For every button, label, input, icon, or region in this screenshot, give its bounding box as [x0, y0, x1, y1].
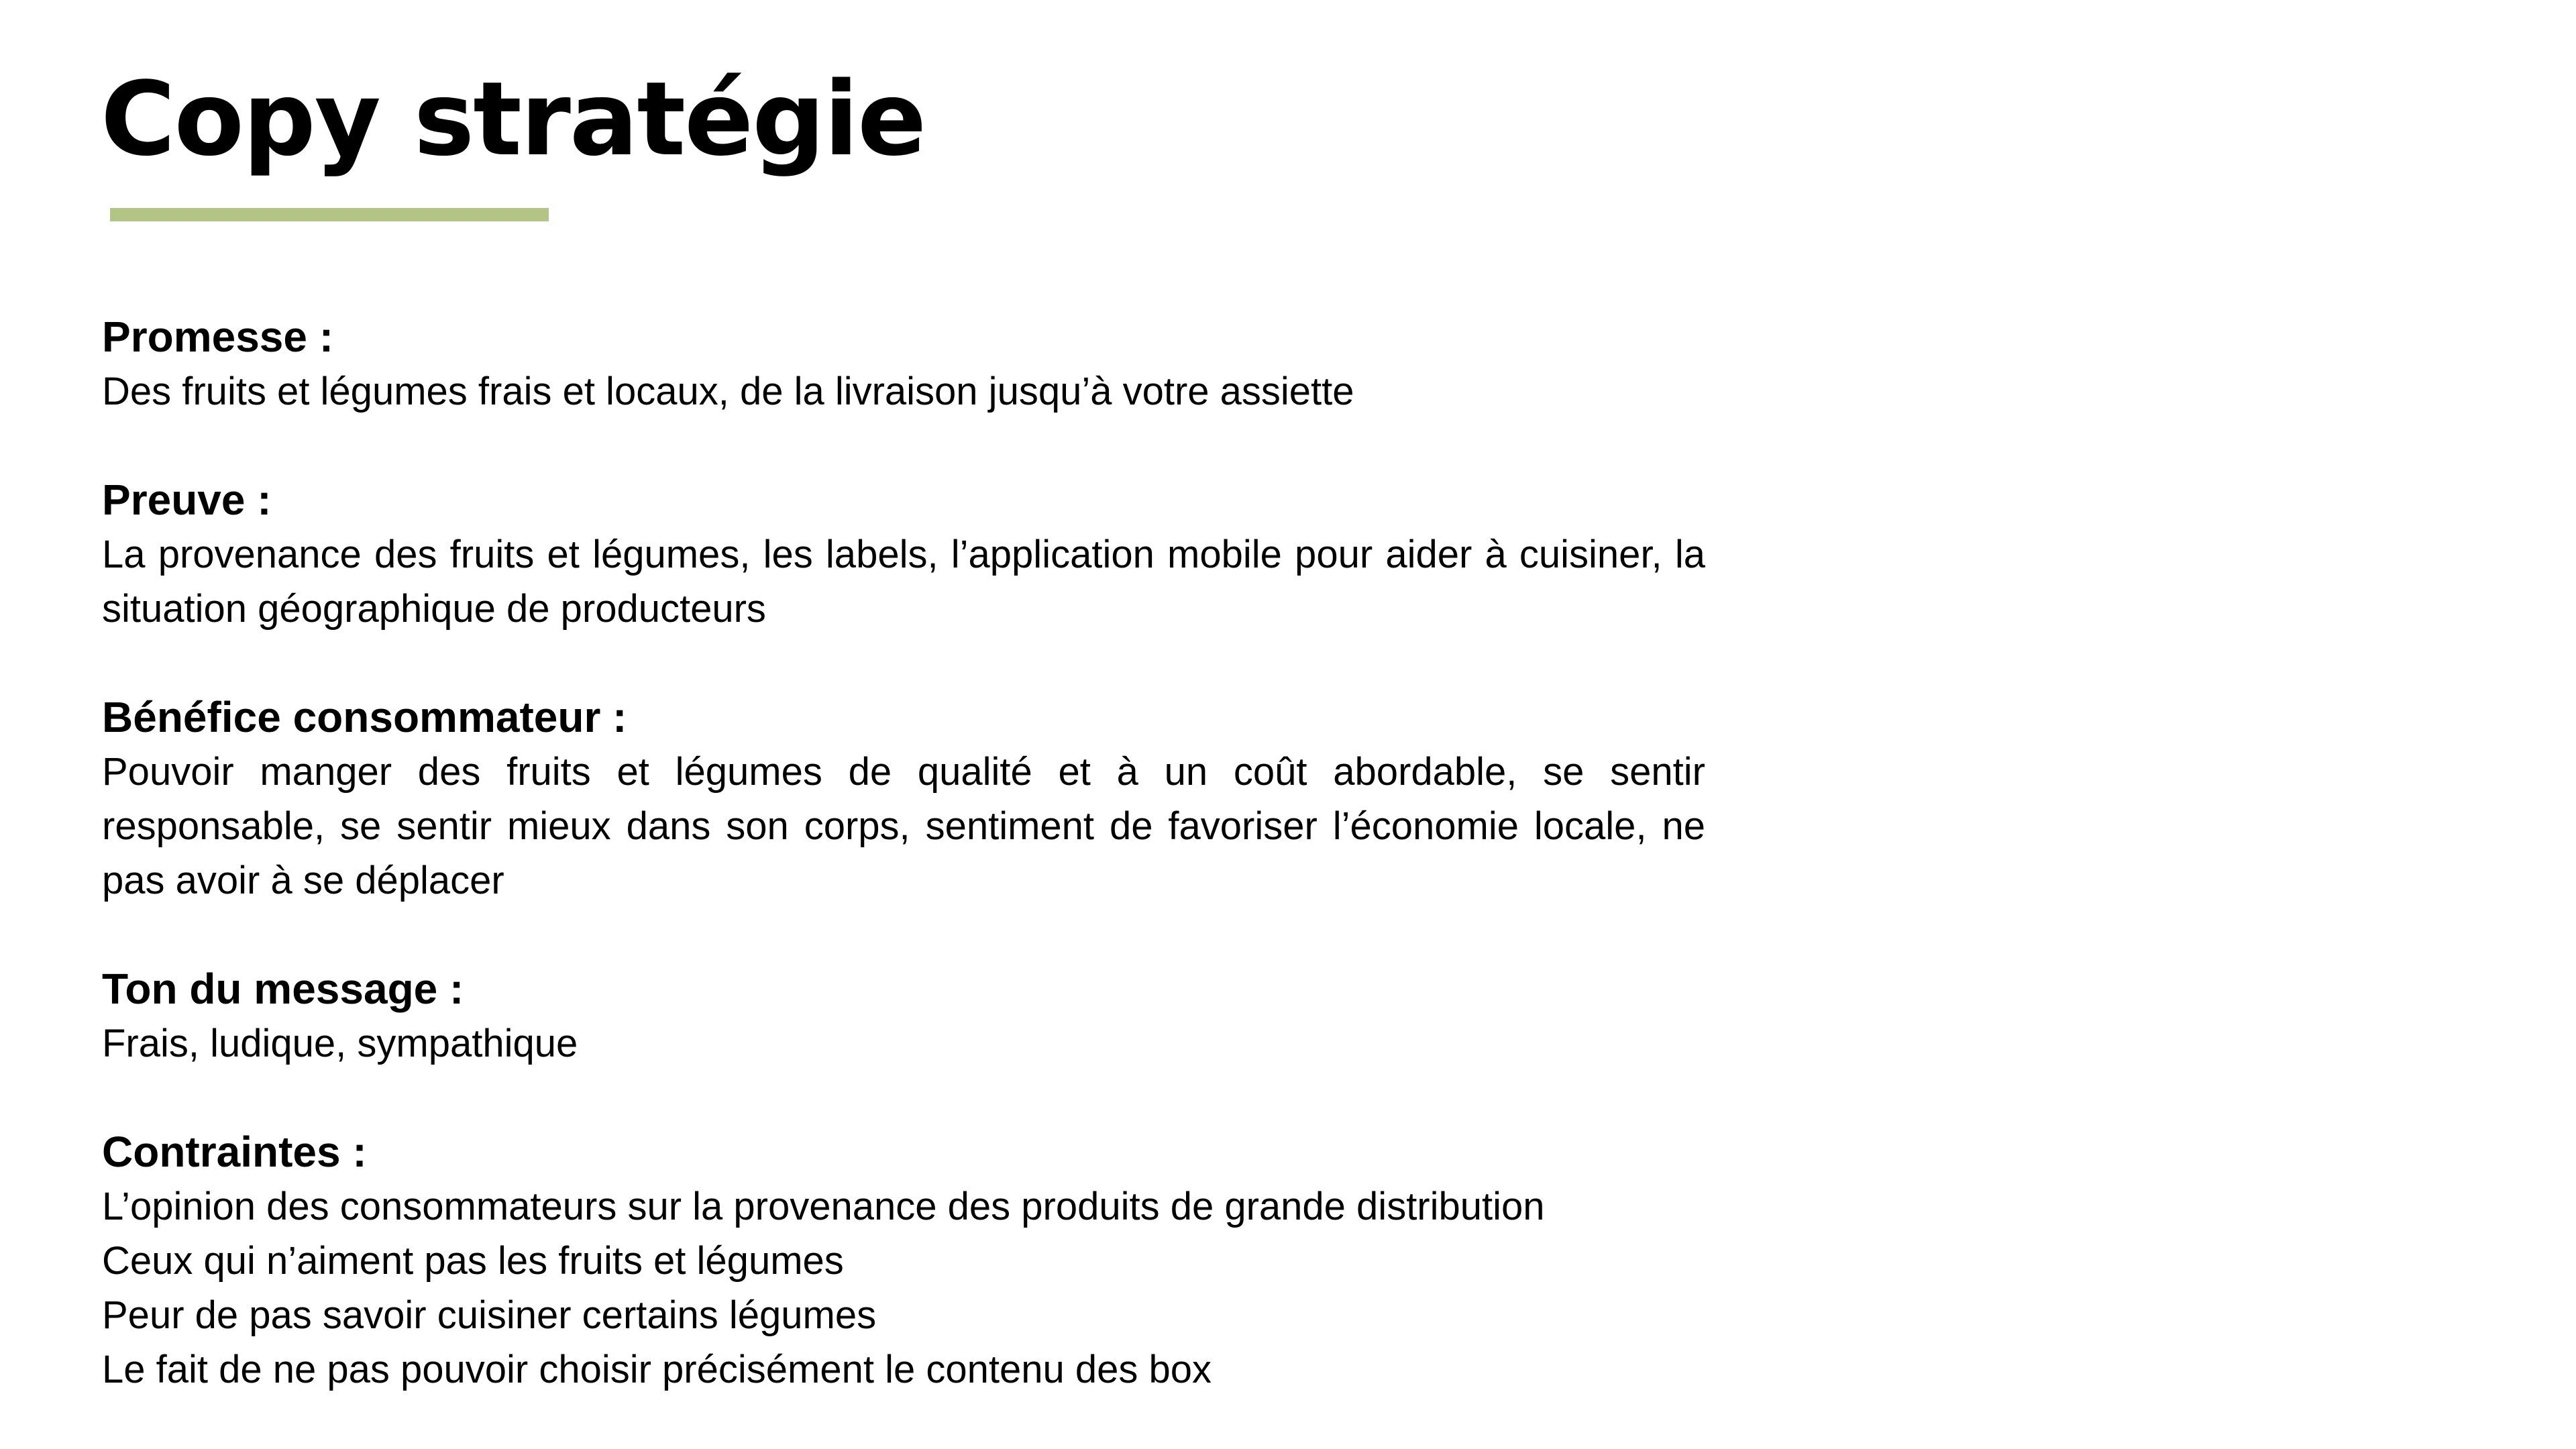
constraint-line: Ceux qui n’aiment pas les fruits et légumes [102, 1239, 844, 1283]
section-ton-du-message [102, 962, 1705, 1071]
section-benefice-consommateur [102, 690, 1705, 908]
section-contraintes [102, 1125, 1705, 1397]
section-heading: Preuve : [102, 476, 272, 524]
section-heading: Ton du message : [102, 965, 464, 1013]
title-underline [110, 208, 549, 221]
section-heading: Contraintes : [102, 1128, 367, 1176]
constraint-line: Le fait de ne pas pouvoir choisir précisément le contenu des box [102, 1348, 1212, 1391]
constraint-line: L’opinion des consommateurs sur la provenance des produits de grande distribution [102, 1185, 1545, 1228]
section-preuve [102, 473, 1705, 636]
section-text: Frais, ludique, sympathique [102, 1022, 578, 1065]
section-heading: Bénéfice consommateur : [102, 693, 627, 741]
section-text: Pouvoir manger des fruits et légumes de qualité et à un coût abordable, se sentir responsable, se sentir mieux dans son corps, sentiment de favoriser l’économie locale, ne pas avoir à se déplacer [102, 750, 1705, 902]
section-text: La provenance des fruits et légumes, les labels, l’application mobile pour aider à cuisiner, la situation géographique de producteurs [102, 533, 1705, 631]
section-text: Des fruits et légumes frais et locaux, de la livraison jusqu’à votre assiette [102, 370, 1354, 413]
constraint-line: Peur de pas savoir cuisiner certains légumes [102, 1293, 877, 1337]
section-promesse [102, 310, 1705, 419]
section-heading: Promesse : [102, 313, 334, 361]
slide-content [102, 310, 1705, 1397]
page-title: Copy stratégie [101, 60, 926, 178]
